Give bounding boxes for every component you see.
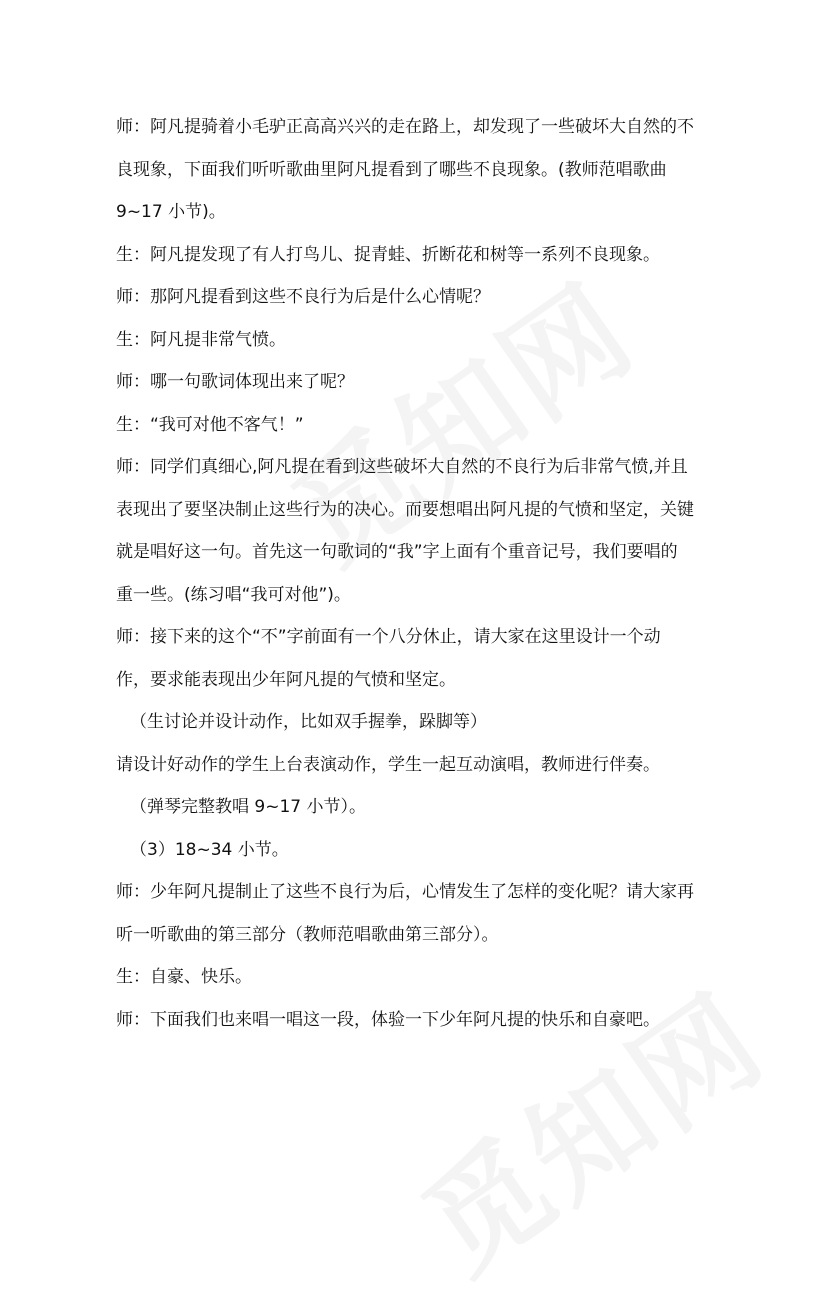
text-line: 生：自豪、快乐。 (116, 967, 252, 987)
text-line: 听一听歌曲的第三部分（教师范唱歌曲第三部分）。 (116, 924, 499, 945)
text-line: 请设计好动作的学生上台表演动作，学生一起互动演唱，教师进行伴奏。 (116, 754, 660, 775)
text-line: 就是唱好这一句。首先这一句歌词的“我”字上面有个重音记号，我们要唱的 (116, 542, 678, 562)
text-line: 师：哪一句歌词体现出来了呢？ (116, 372, 354, 392)
section-heading: （3）18~34 小节。 (130, 839, 289, 860)
document-body (116, 106, 712, 1041)
text-line: 师：接下来的这个“不”字前面有一个八分休止，请大家在这里设计一个动 (116, 627, 661, 647)
text-line: 表现出了要坚决制止这些行为的决心。而要想唱出阿凡提的气愤和坚定，关键 (116, 499, 694, 520)
text-line: 生：阿凡提发现了有人打鸟儿、捉青蛙、折断花和树等一系列不良现象。 (116, 244, 660, 265)
text-line: 重一些。(练习唱“我可对他”)。 (116, 584, 351, 605)
text-line: 师：下面我们也来唱一唱这一段，体验一下少年阿凡提的快乐和自豪吧。 (116, 1009, 660, 1030)
text-line: 生：“我可对他不客气！” (116, 414, 304, 435)
text-line: （弹琴完整教唱 9~17 小节）。 (130, 797, 366, 817)
text-line: 9~17 小节)。 (116, 202, 226, 222)
text-line: 良现象，下面我们听听歌曲里阿凡提看到了哪些不良现象。(教师范唱歌曲 (116, 159, 667, 180)
text-line: 作，要求能表现出少年阿凡提的气愤和坚定。 (116, 669, 456, 690)
text-line: （生讨论并设计动作，比如双手握拳，跺脚等） (130, 712, 487, 732)
text-line: 生：阿凡提非常气愤。 (116, 329, 286, 350)
text-line: 师：阿凡提骑着小毛驴正高高兴兴的走在路上，却发现了一些破坏大自然的不 (116, 117, 694, 137)
text-line: 师：少年阿凡提制止了这些不良行为后，心情发生了怎样的变化呢？请大家再 (116, 882, 694, 902)
text-line: 师：同学们真细心,阿凡提在看到这些破坏大自然的不良行为后非常气愤,并且 (116, 457, 688, 477)
text-line: 师：那阿凡提看到这些不良行为后是什么心情呢？ (116, 287, 490, 307)
